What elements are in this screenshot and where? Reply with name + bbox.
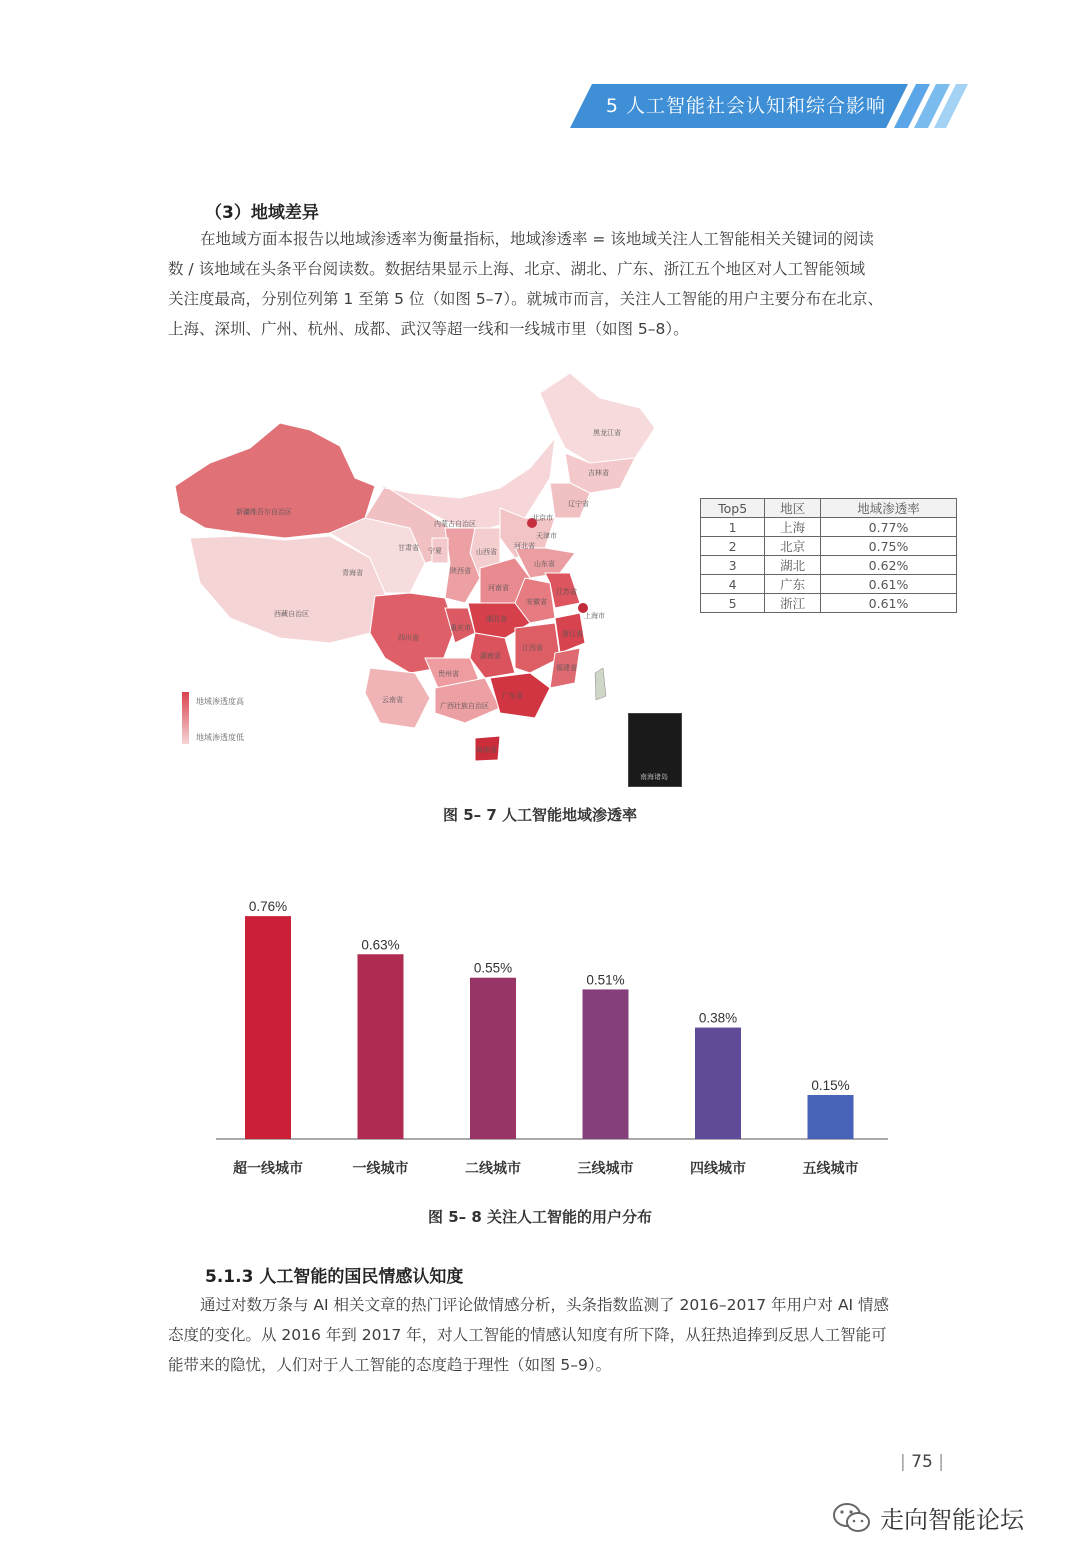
table-header-row bbox=[701, 499, 957, 518]
table-cell: 0.62% bbox=[821, 556, 957, 575]
watermark-text: 走向智能论坛 bbox=[880, 1506, 1024, 1534]
section-heading: （3）地域差异 bbox=[205, 203, 319, 223]
category-tick-label: 三线城市 bbox=[577, 1161, 634, 1177]
paragraph-line: 态度的变化。从 2016 年到 2017 年，对人工智能的情感认知度有所下降，从狂热追捧到反思人工智能可 bbox=[168, 1326, 887, 1344]
table-cell: 北京 bbox=[765, 537, 821, 556]
legend-high-label: 地域渗透度高 bbox=[196, 697, 244, 706]
table-row bbox=[701, 575, 957, 594]
province-label: 四川省 bbox=[398, 634, 419, 642]
bar-value-label: 0.38% bbox=[698, 1010, 738, 1026]
bar-2 bbox=[358, 954, 404, 1139]
table-row bbox=[701, 556, 957, 575]
province-label: 安徽省 bbox=[526, 598, 547, 606]
province-label: 内蒙古自治区 bbox=[434, 520, 476, 528]
table-cell: 4 bbox=[701, 575, 765, 594]
province-label: 北京市 bbox=[532, 514, 553, 522]
province-label: 陕西省 bbox=[450, 567, 471, 575]
table-cell: 0.61% bbox=[821, 594, 957, 613]
province-label: 湖南省 bbox=[480, 652, 501, 660]
province-xinjiang bbox=[175, 423, 375, 538]
table-cell: 上海 bbox=[765, 518, 821, 537]
figure-caption-5-8: 图 5– 8 关注人工智能的用户分布 bbox=[427, 1208, 653, 1226]
category-tick-label: 一线城市 bbox=[352, 1161, 409, 1177]
figure-caption-5-7: 图 5– 7 人工智能地域渗透率 bbox=[442, 806, 638, 824]
province-label: 甘肃省 bbox=[398, 544, 419, 552]
province-label: 浙江省 bbox=[562, 630, 583, 638]
bar-value-label: 0.55% bbox=[473, 960, 513, 976]
table-row bbox=[701, 518, 957, 537]
paragraph-line: 通过对数万条与 AI 相关文章的热门评论做情感分析，头条指数监测了 2016–2017 年用户对 AI 情感 bbox=[200, 1296, 890, 1314]
paragraph-line: 在地域方面本报告以地域渗透率为衡量指标，地域渗透率 = 该地域关注人工智能相关关键词的阅读 bbox=[200, 230, 874, 248]
bar-value-label: 0.15% bbox=[811, 1078, 850, 1094]
province-label: 云南省 bbox=[382, 696, 403, 704]
map-legend-gradient bbox=[182, 692, 189, 744]
table-cell: 0.61% bbox=[821, 575, 957, 594]
province-label: 江西省 bbox=[522, 644, 543, 652]
section-paragraph bbox=[168, 1290, 958, 1380]
table-header: 地域渗透率 bbox=[821, 499, 957, 518]
table-row bbox=[701, 594, 957, 613]
category-tick-label: 超一线城市 bbox=[233, 1161, 303, 1177]
table-cell: 3 bbox=[701, 556, 765, 575]
page-number-value: 75 bbox=[911, 1452, 933, 1472]
province-label: 广东省 bbox=[502, 692, 523, 700]
table-cell: 湖北 bbox=[765, 556, 821, 575]
table-cell: 0.77% bbox=[821, 518, 957, 537]
province-label: 河北省 bbox=[514, 542, 535, 550]
province-label: 吉林省 bbox=[588, 469, 609, 477]
paragraph-line: 上海、深圳、广州、杭州、成都、武汉等超一线和一线城市里（如图 5–8）。 bbox=[168, 320, 689, 338]
city-tier-bar-chart bbox=[210, 870, 900, 1190]
region-ranking-table bbox=[700, 498, 957, 613]
province-label: 广西壮族自治区 bbox=[440, 702, 489, 710]
china-map bbox=[170, 368, 670, 773]
page-number: | 75 | bbox=[900, 1452, 944, 1472]
province-label: 西藏自治区 bbox=[274, 610, 309, 618]
province-label: 河南省 bbox=[488, 584, 509, 592]
table-header: 地区 bbox=[765, 499, 821, 518]
category-tick-label: 二线城市 bbox=[465, 1161, 521, 1177]
bar-4 bbox=[583, 989, 629, 1139]
province-taiwan bbox=[595, 668, 606, 700]
inset-label: 南海诸岛 bbox=[640, 773, 668, 781]
wechat-icon bbox=[832, 1500, 872, 1536]
paragraph-line: 数 / 该地域在头条平台阅读数。数据结果显示上海、北京、湖北、广东、浙江五个地区对人工智能领域 bbox=[168, 260, 866, 278]
province-label: 重庆市 bbox=[450, 624, 471, 632]
chapter-title: 5 人工智能社会认知和综合影响 bbox=[605, 95, 887, 117]
province-label: 青海省 bbox=[342, 569, 363, 577]
province-label: 天津市 bbox=[536, 532, 557, 540]
province-tibet bbox=[190, 536, 385, 643]
paragraph-line: 能带来的隐忧，人们对于人工智能的态度趋于理性（如图 5–9）。 bbox=[168, 1356, 612, 1374]
bar-value-label: 0.63% bbox=[361, 937, 400, 953]
province-label: 湖北省 bbox=[486, 615, 507, 623]
legend-low-label: 地域渗透度低 bbox=[196, 733, 244, 742]
table-cell: 浙江 bbox=[765, 594, 821, 613]
province-label: 黑龙江省 bbox=[593, 429, 621, 437]
province-label: 福建省 bbox=[556, 664, 577, 672]
table-cell: 0.75% bbox=[821, 537, 957, 556]
bar-6 bbox=[808, 1095, 854, 1139]
bar-3 bbox=[470, 978, 516, 1139]
bar-value-label: 0.76% bbox=[248, 899, 288, 915]
paragraph-line: 关注度最高，分别位列第 1 至第 5 位（如图 5–7）。就城市而言，关注人工智能的用户主要分布在北京、 bbox=[168, 290, 884, 308]
table-cell: 1 bbox=[701, 518, 765, 537]
bar-1 bbox=[245, 916, 291, 1139]
category-tick-label: 五线城市 bbox=[802, 1161, 859, 1177]
table-row bbox=[701, 537, 957, 556]
table-cell: 2 bbox=[701, 537, 765, 556]
province-label: 山西省 bbox=[476, 548, 497, 556]
province-label: 宁夏 bbox=[428, 547, 442, 555]
province-heilongjiang bbox=[540, 373, 655, 463]
province-label: 上海市 bbox=[584, 612, 605, 620]
province-label: 山东省 bbox=[534, 560, 555, 568]
province-label: 新疆维吾尔自治区 bbox=[236, 508, 292, 516]
table-header: Top5 bbox=[701, 499, 765, 518]
bar-value-label: 0.51% bbox=[586, 972, 625, 988]
province-label: 江苏省 bbox=[556, 588, 577, 596]
category-tick-label: 四线城市 bbox=[690, 1161, 746, 1177]
province-label: 贵州省 bbox=[438, 670, 459, 678]
bar-5 bbox=[695, 1028, 741, 1139]
table-cell: 广东 bbox=[765, 575, 821, 594]
table-cell: 5 bbox=[701, 594, 765, 613]
province-label: 海南省 bbox=[476, 746, 497, 754]
section-paragraph bbox=[168, 224, 958, 344]
province-label: 辽宁省 bbox=[568, 500, 589, 508]
section-heading: 5.1.3 人工智能的国民情感认知度 bbox=[205, 1267, 464, 1287]
